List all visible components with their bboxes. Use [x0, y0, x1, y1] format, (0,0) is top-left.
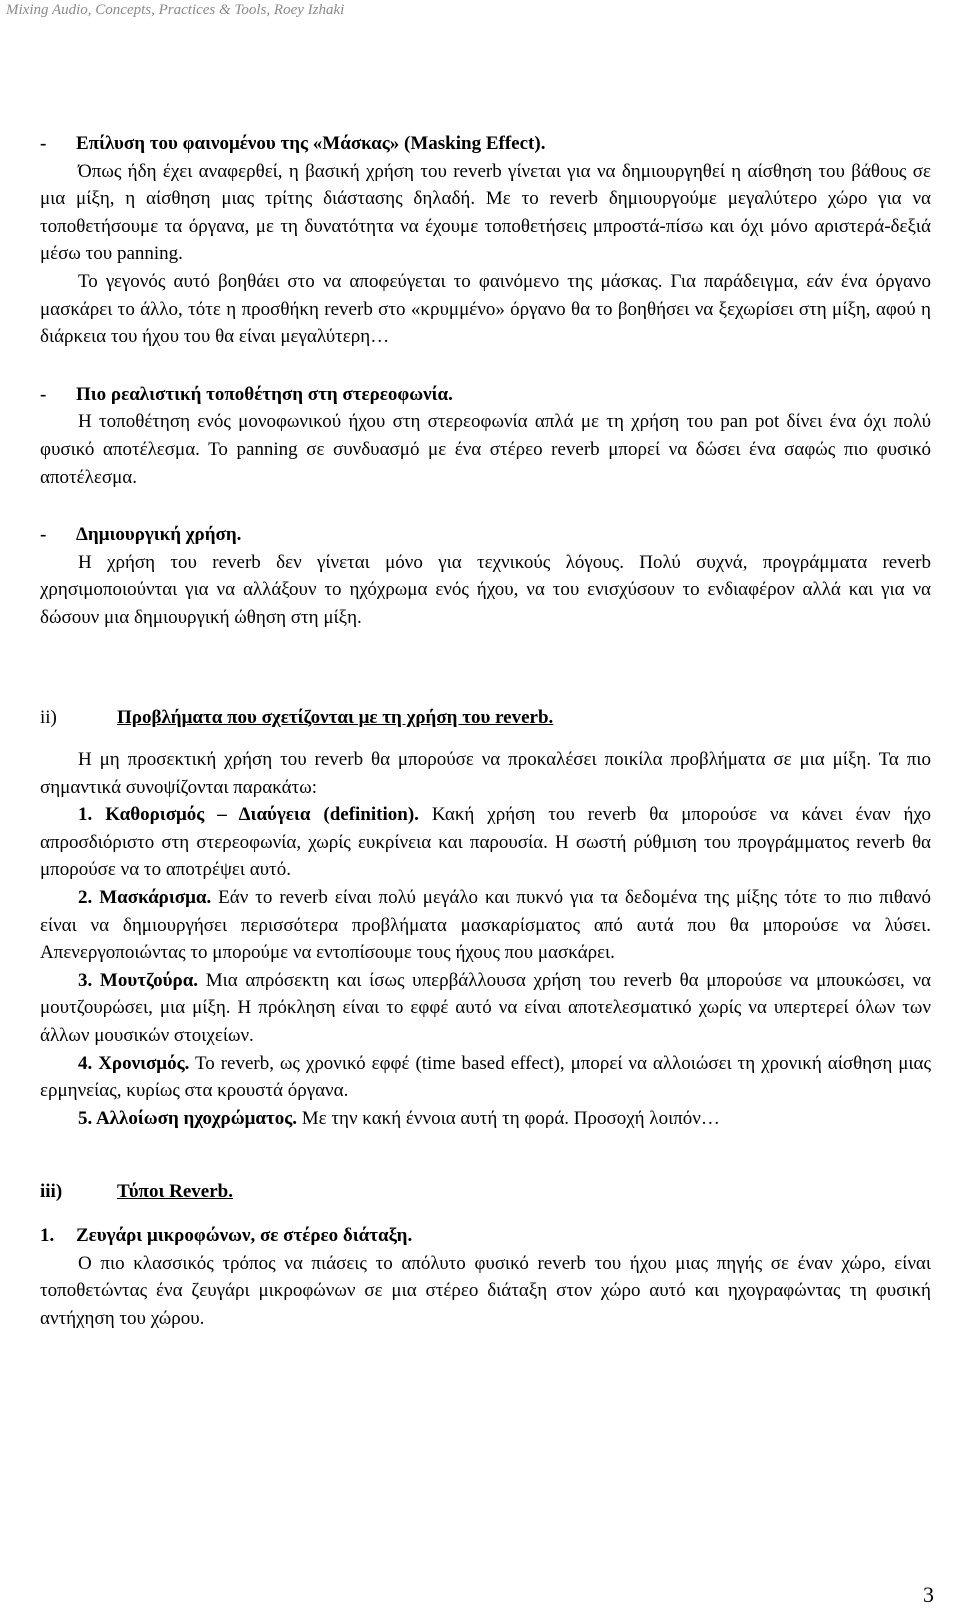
paragraph-masking-2: Το γεγονός αυτό βοηθάει στο να αποφεύγεται το φαινόμενο της μάσκας. Για παράδειγμα, εάν ένα όργανο μασκάρει το άλλο, τότε η προσθήκη reverb στο «κρυμμένο» όργανο θα το βοηθήσει να ξεχωρίσει στη μίξη, αφού η διάρκεια του ήχου του θα είναι μεγαλύτερη…	[40, 270, 931, 348]
problem-item-title: 1. Καθορισμός – Διαύγεια (definition).	[78, 804, 419, 826]
subsection-heading-stereo-mics	[40, 1222, 931, 1250]
paragraph-stereo: Η τοποθέτηση ενός μονοφωνικού ήχου στη στερεοφωνία απλά με τη χρήση του pan pot δίνει ένα όχι πολύ φυσικό αποτέλεσμα. Το panning σε συνδυασμό με ένα στέρεο reverb μπορεί να δώσει ένα σαφώς πιο φυσικό αποτέλεσμα.	[40, 411, 931, 488]
problem-item-2	[40, 884, 931, 967]
roman-numeral: iii)	[40, 1181, 63, 1203]
paragraph-creative: Η χρήση του reverb δεν γίνεται μόνο για τεχνικούς λόγους. Πολύ συχνά, προγράμματα reverb χρησιμοποιούνται για να αλλάξουν το ηχόχρωμα ενός ήχου, να του ενισχύσουν το ενδιαφέρον αλλά και για να δώσουν μια δημιουργική ώθηση στη μίξη.	[40, 551, 931, 628]
section-title: Πιο ρεαλιστική τοποθέτηση στη στερεοφωνία.	[76, 383, 453, 405]
paragraph-problems-intro: Η μη προσεκτική χρήση του reverb θα μπορούσε να προκαλέσει ποικίλα προβλήματα σε μια μίξη. Τα πιο σημαντικά συνοψίζονται παρακάτω:	[40, 749, 931, 798]
problem-item-5	[40, 1105, 931, 1133]
chapter-heading-problems	[40, 704, 931, 732]
section-heading-stereo	[40, 381, 931, 409]
paragraph-masking-1: Όπως ήδη έχει αναφερθεί, η βασική χρήση του reverb γίνεται για να δημιουργηθεί η αίσθηση του βάθους σε μια μίξη, η αίσθηση μιας τρίτης διάστασης δηλαδή. Με το reverb δημιουργούμε μεγαλύτερο χώρο για να τοποθετήσουμε τα όργανα, με τη δυνατότητα να έχουμε τοποθετήσεις μπροστά-πίσω και όχι μόνο αριστερά-δεξιά μέσω του panning.	[40, 160, 931, 265]
section-title: Δημιουργική χρήση.	[76, 524, 242, 546]
chapter-title: Προβλήματα που σχετίζονται με τη χρήση του reverb.	[117, 706, 554, 728]
list-dash: -	[40, 383, 47, 405]
roman-numeral: ii)	[40, 706, 57, 728]
section-heading-creative	[40, 521, 931, 549]
chapter-title: Τύποι Reverb.	[117, 1181, 233, 1203]
problem-item-text: Με την κακή έννοια αυτή τη φορά. Προσοχή λοιπόν…	[297, 1107, 720, 1129]
problem-item-title: 4. Χρονισμός.	[78, 1052, 190, 1074]
paragraph-stereo-mics: Ο πιο κλασσικός τρόπος να πιάσεις το απόλυτο φυσικό reverb του ήχου μιας πηγής σε έναν χώρο, είναι τοποθετώντας ένα ζευγάρι μικροφώνων σε μια στέρεο διάταξη στον χώρο αυτό και ηχογραφώντας τη φυσική αντήχηση του χώρου.	[40, 1252, 931, 1329]
problem-item-4	[40, 1050, 931, 1105]
subsection-title: Ζευγάρι μικροφώνων, σε στέρεο διάταξη.	[76, 1225, 413, 1246]
problem-item-text: Εάν το reverb είναι πολύ μεγάλο και πυκνό για τα δεδομένα της μίξης τότε το πιο πιθανό είναι να δημιουργήσει περισσότερα προβλήματα μασκαρίσματος από αυτά που θα μπορούσε να λύσει. Απενεργοποιώντας το μπορούμε να εντοπίσουμε τους ήχους που μασκάρει.	[40, 887, 932, 964]
problem-item-title: 5. Αλλοίωση ηχοχρώματος.	[78, 1107, 298, 1129]
problem-item-3	[40, 967, 931, 1050]
page-body	[40, 130, 931, 1332]
problem-item-title: 3. Μουτζούρα.	[78, 969, 199, 991]
page-number: 3	[923, 1582, 934, 1607]
problem-item-text: Κακή χρήση του reverb θα μπορούσε να κάνει έναν ήχο απροσδιόριστο στη στερεοφωνία, χωρίς ευκρίνεια και παρουσία. Η σωστή ρύθμιση του προγράμματος reverb θα μπορούσε να το αποτρέψει αυτό.	[40, 804, 932, 881]
running-header: Mixing Audio, Concepts, Practices & Tools, Roey Izhaki	[6, 2, 345, 18]
problem-item-text: Μια απρόσεκτη και ίσως υπερβάλλουσα χρήση του reverb θα μπορούσε να μπουκώσει, να μουτζουρώσει, μια μίξη. Η πρόκληση είναι το εφφέ αυτό να είναι αποτελεσματικό χωρίς να υπερτερεί όλων των άλλων μουσικών στοιχείων.	[40, 969, 931, 1047]
subsection-number: 1.	[40, 1225, 55, 1246]
problem-item-title: 2. Μασκάρισμα.	[78, 887, 212, 909]
list-dash: -	[40, 133, 47, 154]
section-title: Επίλυση του φαινομένου της «Μάσκας» (Masking Effect).	[76, 133, 546, 154]
chapter-heading-types	[40, 1178, 931, 1206]
problem-item-1	[40, 801, 931, 884]
problem-item-text: Το reverb, ως χρονικό εφφέ (time based effect), μπορεί να αλλοιώσει τη χρονική αίσθηση μιας ερμηνείας, κυρίως στα κρουστά όργανα.	[40, 1052, 932, 1102]
list-dash: -	[40, 524, 47, 546]
section-heading-masking	[40, 130, 931, 158]
